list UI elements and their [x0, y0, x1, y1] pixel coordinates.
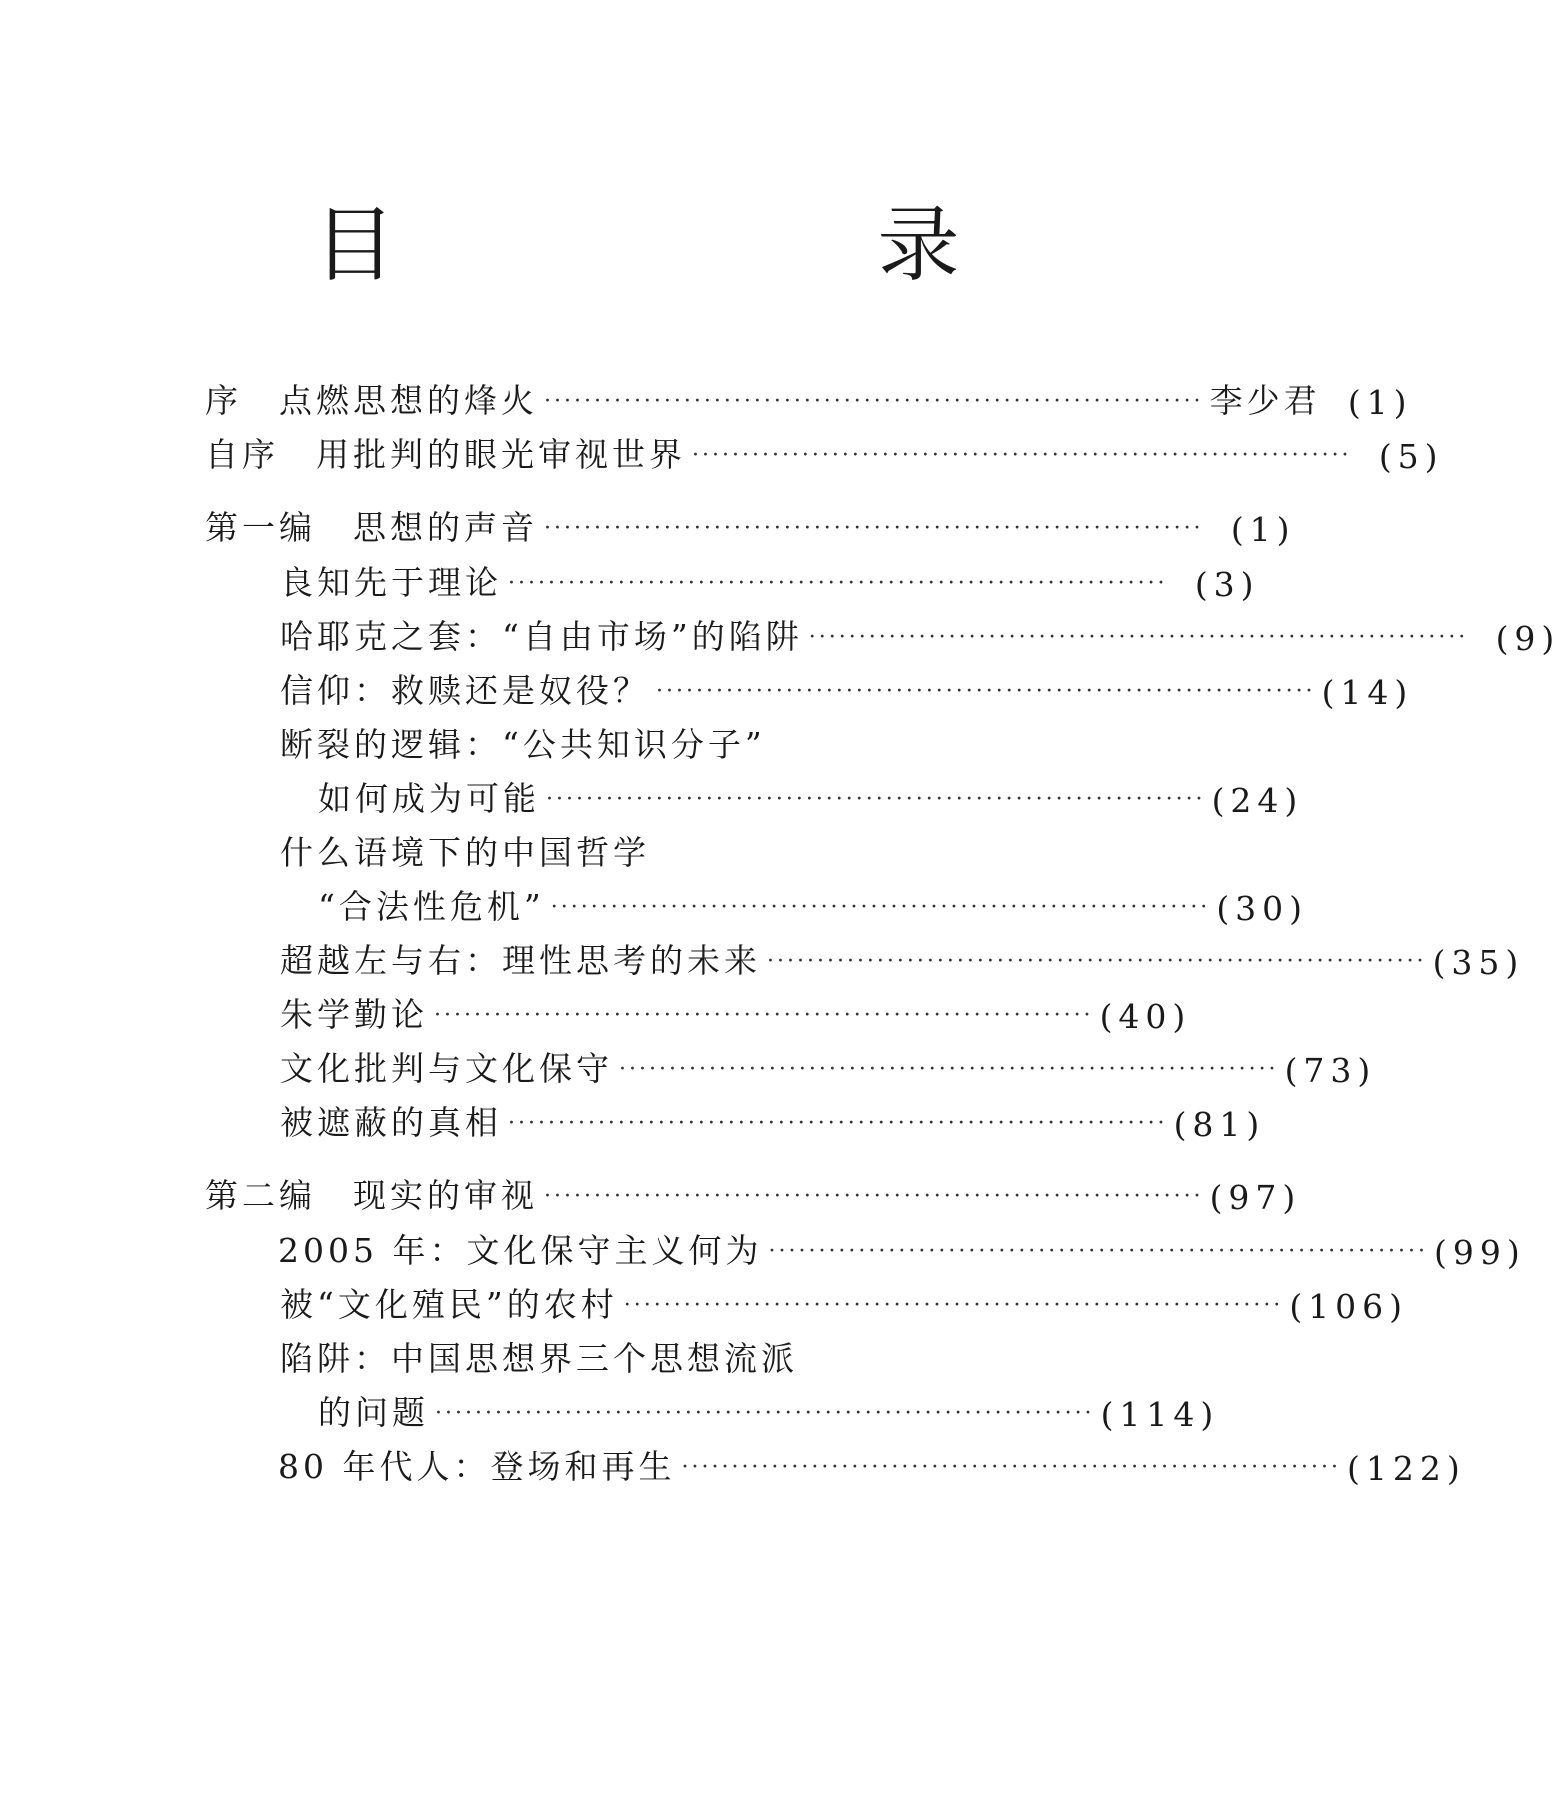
leader-dots: ··································································: [435, 1401, 1095, 1426]
toc-entry-label: 序 点燃思想的烽火: [205, 381, 538, 420]
toc-entry-label: 自序 用批判的眼光审视世界: [205, 435, 686, 474]
toc-entry-page: (14): [1321, 673, 1414, 712]
toc-entry[interactable]: [280, 560, 1260, 604]
toc-entry[interactable]: [280, 1046, 1377, 1090]
toc-entry-author: 李少君: [1209, 381, 1321, 420]
toc-entry-page: (122): [1347, 1449, 1466, 1488]
leader-dots: ··································································: [681, 1455, 1342, 1480]
toc-entry-label: 良知先于理论: [280, 563, 502, 602]
toc-entry-page: (99): [1434, 1233, 1526, 1272]
leader-dots: ··································································: [434, 1003, 1094, 1028]
toc-part-one[interactable]: [205, 505, 1296, 549]
toc-entry-line1[interactable]: [280, 1336, 1073, 1380]
toc-entry-page: (97): [1209, 1178, 1302, 1217]
leader-dots: ··································································: [550, 895, 1211, 920]
toc-entry-page: (106): [1289, 1287, 1409, 1326]
toc-entry-label: 朱学勤论: [280, 995, 428, 1034]
toc-entry-page: (1): [1230, 510, 1296, 549]
toc-entry-label: 信仰：救赎还是奴役？: [280, 671, 650, 710]
toc-entry-label: “合法性危机”: [318, 887, 545, 926]
toc-entry[interactable]: [280, 668, 1414, 712]
toc-entry[interactable]: [280, 1100, 1266, 1144]
toc-entry-label: 被遮蔽的真相: [280, 1103, 502, 1142]
toc-entry-page: (30): [1216, 889, 1309, 928]
toc-entry-label: 80 年代人：登场和再生: [278, 1447, 676, 1486]
leader-dots: ··································································: [508, 1111, 1168, 1136]
toc-entry-label: 的问题: [318, 1393, 429, 1432]
toc-entry-page: (114): [1100, 1395, 1220, 1434]
leader-dots: ··································································: [692, 443, 1352, 468]
toc-entry-label: 断裂的逻辑：“公共知识分子”: [280, 725, 766, 764]
toc-entry-line2[interactable]: [318, 776, 1304, 820]
toc-entry[interactable]: [280, 1282, 1409, 1326]
bottom-fade-overlay: [0, 1630, 1273, 1800]
leader-dots: ··································································: [767, 949, 1427, 974]
toc-part-two[interactable]: [205, 1173, 1302, 1217]
toc-entry[interactable]: [278, 1444, 1466, 1488]
leader-dots: ··································································: [808, 625, 1469, 650]
toc-entry-label: 2005 年：文化保守主义何为: [278, 1231, 763, 1270]
toc-entry-label: 什么语境下的中国哲学: [280, 833, 650, 872]
toc-entry-self-preface[interactable]: [205, 432, 1444, 476]
toc-entry-label: 被“文化殖民”的农村: [280, 1285, 618, 1324]
toc-entry-page: (40): [1099, 997, 1192, 1036]
leader-dots: ··································································: [544, 389, 1204, 414]
toc-entry[interactable]: [280, 614, 1560, 658]
toc-entry-line1[interactable]: [280, 722, 1073, 766]
toc-entry-page: (1): [1347, 383, 1413, 422]
toc-entry-page: (5): [1378, 437, 1444, 476]
leader-dots: ··································································: [544, 1184, 1204, 1209]
toc-entry-line1[interactable]: [280, 830, 1073, 874]
leader-dots: ··································································: [768, 1239, 1429, 1264]
toc-entry-label: 如何成为可能: [318, 779, 540, 818]
toc-entry[interactable]: [280, 992, 1192, 1036]
page-title: 目 录: [313, 198, 1160, 293]
toc-entry[interactable]: [278, 1228, 1526, 1272]
leader-dots: ··································································: [544, 516, 1204, 541]
toc-entry-line2[interactable]: [318, 884, 1309, 928]
toc-entry-label: 第二编 现实的审视: [205, 1176, 538, 1215]
toc-entry-label: 第一编 思想的声音: [205, 508, 538, 547]
toc-entry-page: (81): [1173, 1105, 1266, 1144]
toc-entry-page: (9): [1495, 619, 1560, 658]
toc-entry-label: 哈耶克之套：“自由市场”的陷阱: [280, 617, 803, 656]
toc-entry-label: 陷阱：中国思想界三个思想流派: [280, 1339, 798, 1378]
leader-dots: ··································································: [656, 679, 1316, 704]
toc-entry-page: (35): [1432, 943, 1525, 982]
toc-entry-label: 文化批判与文化保守: [280, 1049, 613, 1088]
toc-entry-preface[interactable]: [205, 378, 1413, 422]
toc-entry-page: (3): [1194, 565, 1260, 604]
leader-dots: ··································································: [508, 571, 1168, 596]
toc-entry-line2[interactable]: [318, 1390, 1220, 1434]
leader-dots: ··································································: [546, 787, 1206, 812]
toc-entry[interactable]: [280, 938, 1525, 982]
toc-entry-page: (73): [1284, 1051, 1377, 1090]
leader-dots: ··································································: [619, 1057, 1279, 1082]
leader-dots: ··································································: [623, 1293, 1284, 1318]
toc-entry-page: (24): [1211, 781, 1304, 820]
toc-entry-label: 超越左与右：理性思考的未来: [280, 941, 761, 980]
